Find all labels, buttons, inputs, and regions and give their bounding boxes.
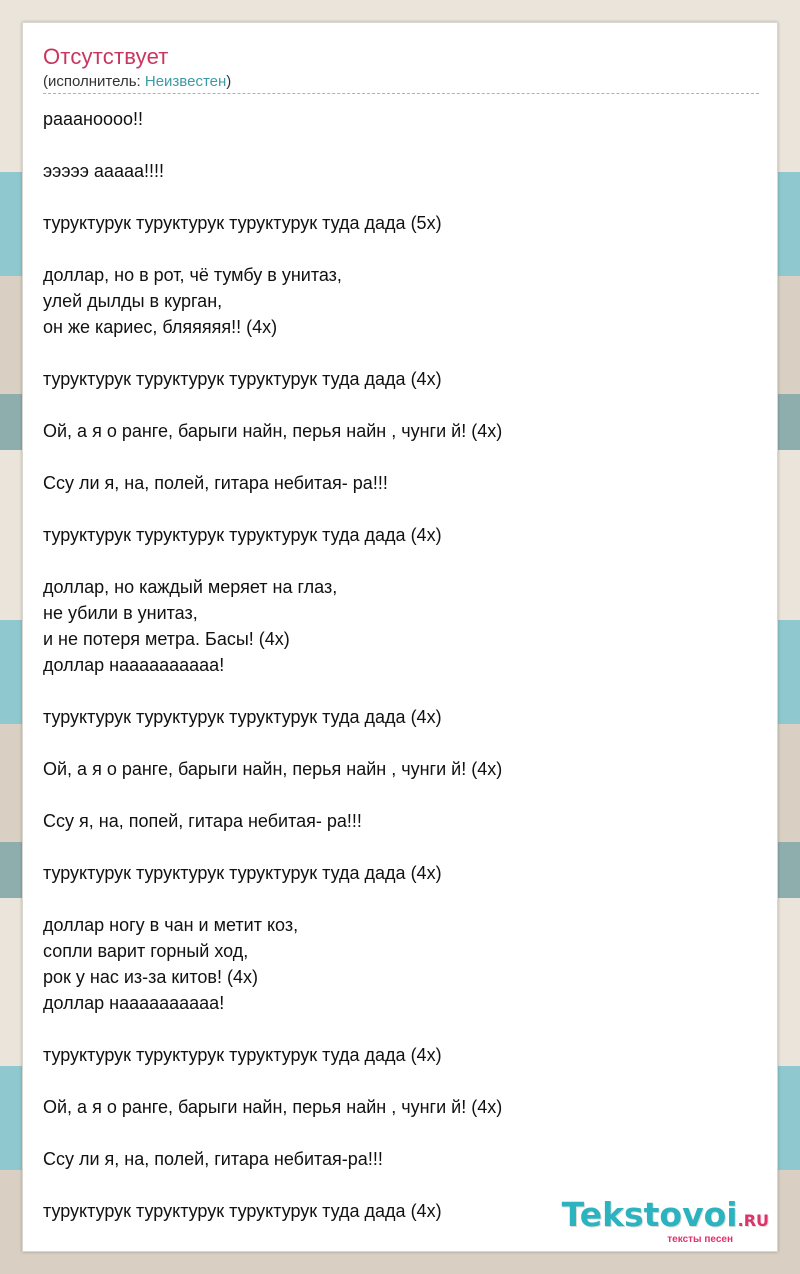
lyric-blank-line	[43, 834, 759, 860]
site-logo[interactable]	[561, 1195, 769, 1245]
lyric-line: туруктурук туруктурук туруктурук туда дада (4x)	[43, 1201, 442, 1221]
lyric-line: туруктурук туруктурук туруктурук туда дада (4x)	[43, 369, 442, 389]
artist-suffix: )	[226, 73, 232, 90]
lyric-blank-line	[43, 444, 759, 470]
lyric-line: и не потеря метра. Басы! (4x)	[43, 629, 290, 649]
artist-prefix: (исполнитель:	[43, 73, 145, 90]
lyric-blank-line	[43, 886, 759, 912]
lyric-line: улей дылды в курган,	[43, 291, 223, 311]
lyric-blank-line	[43, 1068, 759, 1094]
lyric-line: доллар ногу в чан и метит коз,	[43, 915, 299, 935]
lyric-line: Ой, а я о ранге, барыги найн, перья найн , чунги й! (4x)	[43, 759, 503, 779]
lyric-line: не убили в унитаз,	[43, 603, 198, 623]
lyric-blank-line	[43, 1016, 759, 1042]
lyric-line: доллар наааааааааа!	[43, 993, 225, 1013]
lyric-line: туруктурук туруктурук туруктурук туда дада (4x)	[43, 1045, 442, 1065]
lyric-line: Ой, а я о ранге, барыги найн, перья найн , чунги й! (4x)	[43, 1097, 503, 1117]
lyric-line: доллар наааааааааа!	[43, 655, 225, 675]
logo-tagline: тексты песен	[667, 1234, 733, 1245]
lyric-line: он же кариес, бляяяяя!! (4x)	[43, 317, 278, 337]
lyric-line: доллар, но в рот, чё тумбу в унитаз,	[43, 265, 342, 285]
lyric-blank-line	[43, 392, 759, 418]
lyric-line: Ссу ли я, на, полей, гитара небитая-ра!!!	[43, 1149, 383, 1169]
lyric-line: рааанoooo!!	[43, 109, 144, 129]
lyric-blank-line	[43, 782, 759, 808]
lyrics-text	[43, 106, 759, 1224]
lyric-line: Ой, а я о ранге, барыги найн, перья найн , чунги й! (4x)	[43, 421, 503, 441]
logo-tld: .RU	[737, 1211, 769, 1230]
artist-link[interactable]: Неизвестен	[144, 73, 227, 90]
title-divider	[43, 93, 759, 94]
lyric-line: рок у нас из-за китов! (4x)	[43, 967, 258, 987]
lyric-line: туруктурук туруктурук туруктурук туда дада (4x)	[43, 863, 442, 883]
song-title: Отсутствует	[43, 44, 169, 69]
lyric-line: сопли варит горный ход,	[43, 941, 249, 961]
lyric-line: Ссу ли я, на, полей, гитара небитая- ра!!!	[43, 473, 388, 493]
logo-name: Tekstovoi	[561, 1195, 738, 1234]
lyric-blank-line	[43, 236, 759, 262]
lyric-line: эээээ ааааа!!!!	[43, 161, 164, 181]
lyric-blank-line	[43, 1120, 759, 1146]
lyric-line: Ссу я, на, попей, гитара небитая- ра!!!	[43, 811, 362, 831]
lyric-blank-line	[43, 184, 759, 210]
lyric-line: доллар, но каждый меряет на глаз,	[43, 577, 338, 597]
lyric-blank-line	[43, 678, 759, 704]
artist-line	[43, 73, 231, 90]
lyric-line: туруктурук туруктурук туруктурук туда дада (4x)	[43, 525, 442, 545]
lyric-blank-line	[43, 340, 759, 366]
lyric-blank-line	[43, 132, 759, 158]
lyric-blank-line	[43, 548, 759, 574]
lyrics-card	[22, 22, 778, 1252]
lyric-line: туруктурук туруктурук туруктурук туда дада (4x)	[43, 707, 442, 727]
lyric-blank-line	[43, 496, 759, 522]
lyric-line: туруктурук туруктурук туруктурук туда дада (5x)	[43, 213, 442, 233]
lyric-blank-line	[43, 730, 759, 756]
